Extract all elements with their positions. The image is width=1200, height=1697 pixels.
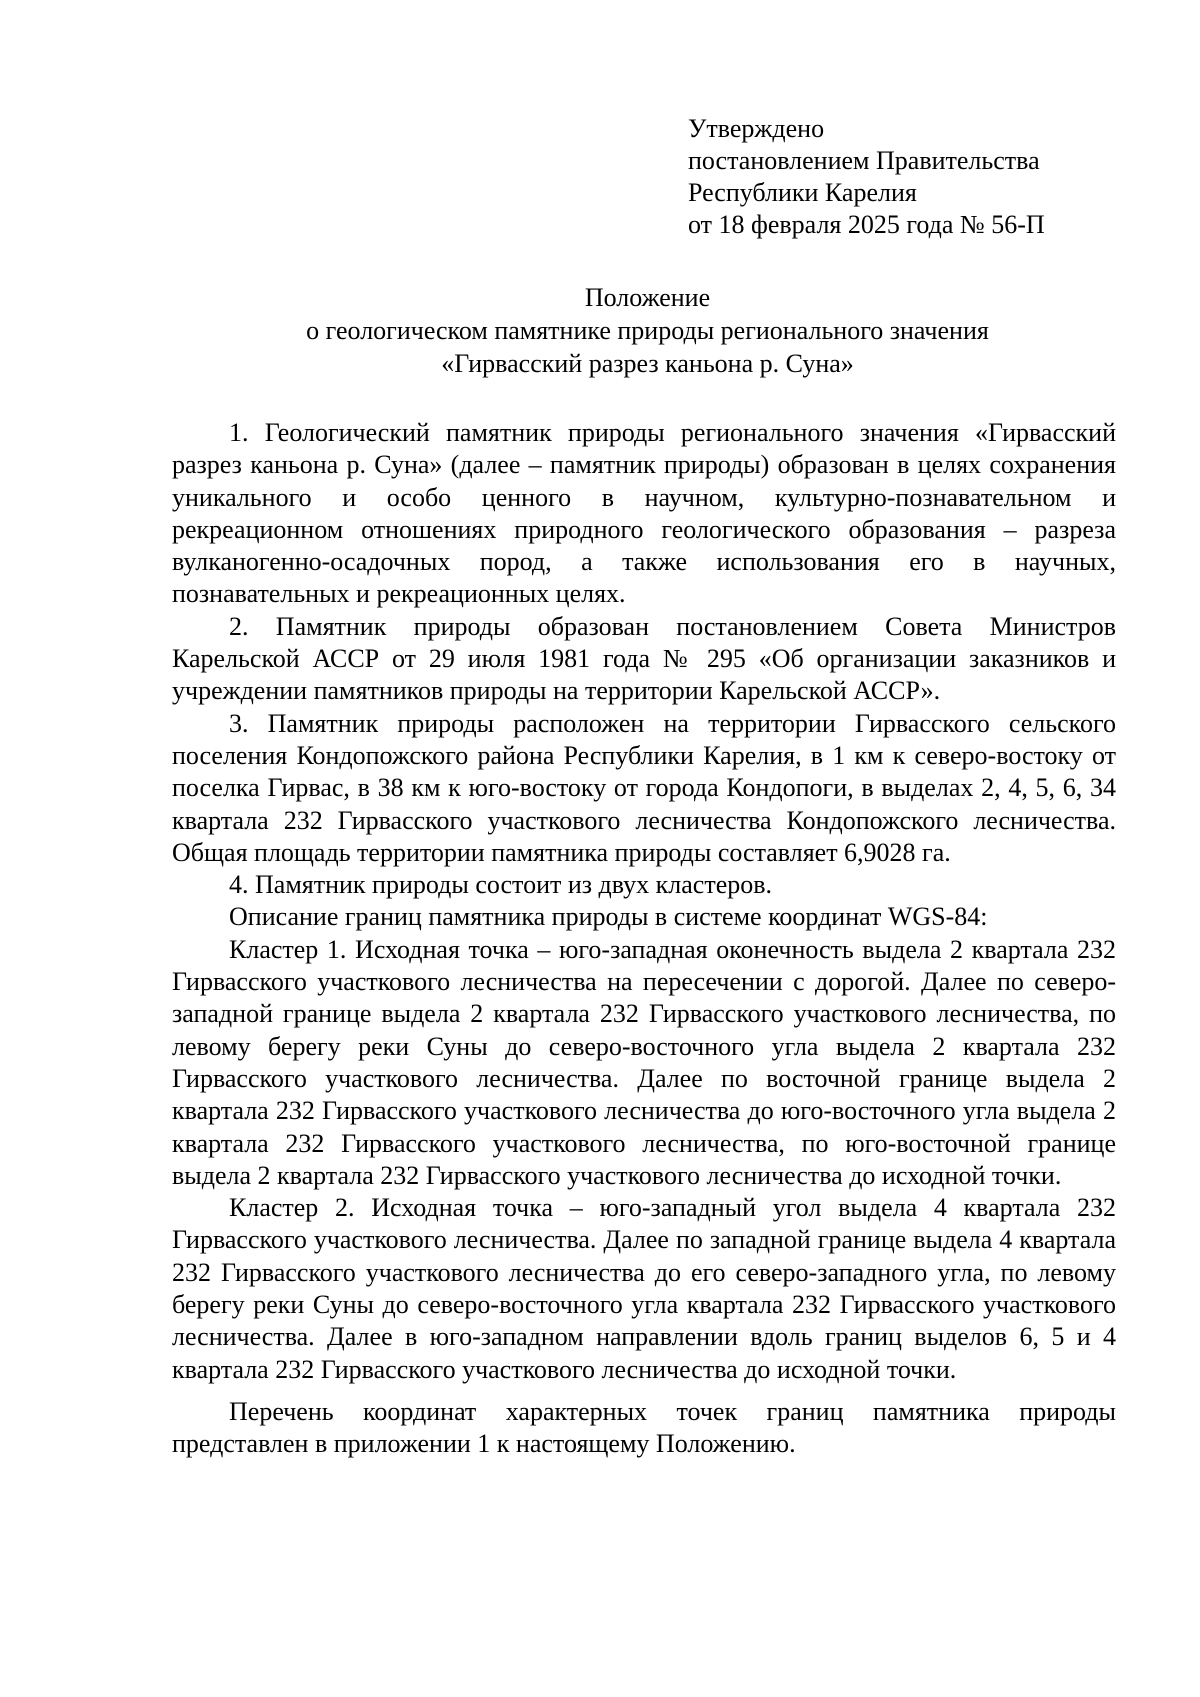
paragraph-boundary-description: Описание границ памятника природы в системе координат WGS-84:: [229, 902, 988, 932]
approval-line-approved: Утверждено: [688, 114, 825, 143]
paragraph-3-location: 3. Памятник природы расположен на территории Гирвасского сельского поселения Кондопожского района Республики Карелия, в 1 км к северо-востоку от поселка Гирвас, в 38 км к юго-востоку от города Кондопоги, в выделах 2, 4, 5, 6, 34 квартала 232 Гирвасского участкового лесничества Кондопожского лесничества. Общая площадь территории памятника природы составляет 6,9028 га.: [172, 708, 1116, 867]
approval-line-resolution: постановлением Правительства: [688, 146, 1040, 175]
title-line-subject: о геологическом памятнике природы регионального значения: [306, 316, 989, 345]
approval-stamp-block: [688, 113, 1045, 241]
paragraph-2-establishment: 2. Памятник природы образован постановлением Совета Министров Карельской АССР от 29 июля 1981 года № 295 «Об организации заказников и учреждении памятников природы на территории Карельской АССР».: [172, 611, 1116, 706]
approval-line-date-number: от 18 февраля 2025 года № 56-П: [688, 210, 1045, 239]
paragraph-cluster-2: Кластер 2. Исходная точка – юго-западный угол выдела 4 квартала 232 Гирвасского участкового лесничества. Далее по западной границе выдела 4 квартала 232 Гирвасского участкового лесничества до его северо-западного угла, по левому берегу реки Суны до северо-восточного угла квартала 232 Гирвасского участкового лесничества. Далее в юго-западном направлении вдоль границ выделов 6, 5 и 4 квартала 232 Гирвасского участкового лесничества до исходной точки.: [172, 1193, 1116, 1384]
document-title: [0, 281, 1200, 380]
paragraph-1-purpose: 1. Геологический памятник природы регионального значения «Гирвасский разрез каньона р. Суна» (далее – памятник природы) образован в целях сохранения уникального и особо ценного в научном, культурно-познавательном и рекреационном отношениях природного геологического образования – разреза вулканогенно-осадочных пород, а также использования его в научных, познавательных и рекреационных целях.: [172, 418, 1116, 609]
paragraph-cluster-1: Кластер 1. Исходная точка – юго-западная оконечность выдела 2 квартала 232 Гирвасского участкового лесничества на пересечении с дорогой. Далее по северо-западной границе выдела 2 квартала 232 Гирвасского участкового лесничества, по левому берегу реки Суны до северо-восточного угла выдела 2 квартала 232 Гирвасского участкового лесничества. Далее по восточной границе выдела 2 квартала 232 Гирвасского участкового лесничества до юго-восточного угла выдела 2 квартала 232 Гирвасского участкового лесничества, по юго-восточной границе выдела 2 квартала 232 Гирвасского участкового лесничества до исходной точки.: [172, 934, 1116, 1190]
title-line-regulation: Положение: [584, 283, 711, 312]
paragraph-coordinates-reference: Перечень координат характерных точек границ памятника природы представлен в приложении 1 к настоящему Положению.: [172, 1396, 1116, 1459]
title-line-name: «Гирвасский разрез каньона р. Суна»: [441, 349, 854, 378]
paragraph-4-clusters: 4. Памятник природы состоит из двух кластеров.: [229, 870, 773, 900]
approval-line-republic: Республики Карелия: [688, 178, 917, 207]
document-body: [172, 417, 1116, 1461]
